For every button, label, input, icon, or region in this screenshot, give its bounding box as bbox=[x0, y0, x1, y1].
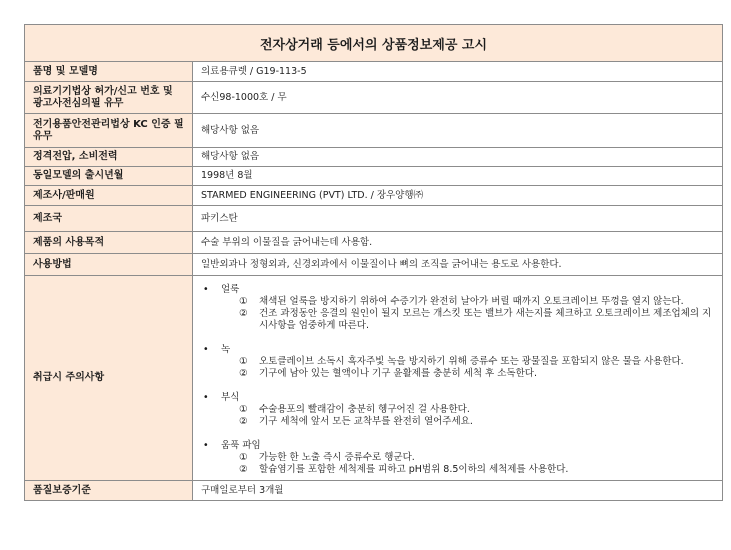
item-number: ① bbox=[239, 356, 248, 367]
row-label: 제조사/판매원 bbox=[25, 186, 193, 206]
row-value: 의료용큐렛 / G19-113-5 bbox=[193, 62, 723, 82]
row-value: 수신98-1000호 / 무 bbox=[193, 82, 723, 114]
notice-title: 전자상거래 등에서의 상품정보제공 고시 bbox=[25, 25, 723, 62]
care-section-title: 녹 bbox=[221, 344, 231, 355]
row-value: 해당사항 없음 bbox=[193, 148, 723, 167]
item-number: ① bbox=[239, 404, 248, 415]
row-value: 파키스탄 bbox=[193, 206, 723, 232]
row-label: 제품의 사용목적 bbox=[25, 232, 193, 254]
row-label: 전기용품안전관리법상 KC 인증 필 유무 bbox=[25, 114, 193, 148]
bullet-icon: • bbox=[203, 344, 209, 355]
list-item bbox=[221, 296, 714, 308]
bullet-icon: • bbox=[203, 392, 209, 403]
table-row bbox=[25, 82, 723, 114]
care-section-rust bbox=[201, 344, 714, 380]
care-row bbox=[25, 276, 723, 481]
item-text: 채색된 얼룩을 방지하기 위하여 수증기가 완전히 날아가 버릴 때까지 오토크레이브 뚜껑을 열지 않는다. bbox=[259, 296, 684, 307]
list-item bbox=[221, 416, 714, 428]
care-section-stains bbox=[201, 284, 714, 332]
care-section-corrosion bbox=[201, 392, 714, 428]
care-section-title: 얼룩 bbox=[221, 284, 240, 295]
item-text: 수술용포의 빨래감이 충분히 헹구어진 걸 사용한다. bbox=[259, 404, 470, 415]
row-label: 동일모델의 출시년월 bbox=[25, 167, 193, 186]
item-number: ① bbox=[239, 452, 248, 463]
care-section-pitting bbox=[201, 440, 714, 476]
bullet-icon: • bbox=[203, 284, 209, 295]
row-value: 수술 부위의 이물질을 긁어내는데 사용함. bbox=[193, 232, 723, 254]
row-label: 사용방법 bbox=[25, 254, 193, 276]
list-item bbox=[221, 452, 714, 464]
row-label: 의료기기법상 허가/신고 번호 및 광고사전심의필 유무 bbox=[25, 82, 193, 114]
table-row bbox=[25, 186, 723, 206]
table-row bbox=[25, 254, 723, 276]
row-label: 제조국 bbox=[25, 206, 193, 232]
table-row bbox=[25, 114, 723, 148]
item-text: 기구 세척에 앞서 모든 교착부를 완전히 열어주세요. bbox=[259, 416, 473, 427]
list-item bbox=[221, 308, 714, 332]
table-row bbox=[25, 167, 723, 186]
row-value: 1998년 8월 bbox=[193, 167, 723, 186]
product-info-notice bbox=[24, 24, 722, 501]
item-text: 할슘염기를 포함한 세척제를 피하고 pH범위 8.5이하의 세척제를 사용한다. bbox=[259, 464, 569, 475]
item-number: ② bbox=[239, 464, 248, 475]
table-row bbox=[25, 481, 723, 501]
table-row bbox=[25, 62, 723, 82]
table-row bbox=[25, 232, 723, 254]
item-text: 가능한 한 노출 즉시 증류수로 행군다. bbox=[259, 452, 415, 463]
item-number: ② bbox=[239, 308, 248, 319]
item-text: 오토클레이브 소독시 흑자주빛 녹을 방지하기 위해 증류수 또는 광물질을 포함되지 않은 물을 사용한다. bbox=[259, 356, 684, 367]
warranty-value: 구매일로부터 3개월 bbox=[193, 481, 723, 501]
list-item bbox=[221, 368, 714, 380]
row-label: 정격전압, 소비전력 bbox=[25, 148, 193, 167]
warranty-label: 품질보증기준 bbox=[25, 481, 193, 501]
item-number: ② bbox=[239, 416, 248, 427]
care-section-title: 부식 bbox=[221, 392, 240, 403]
table-row bbox=[25, 206, 723, 232]
item-number: ① bbox=[239, 296, 248, 307]
list-item bbox=[221, 464, 714, 476]
care-label: 취급시 주의사항 bbox=[25, 276, 193, 481]
list-item bbox=[221, 404, 714, 416]
item-number: ② bbox=[239, 368, 248, 379]
item-text: 건조 과정동안 응결의 원인이 될지 모르는 개스킷 또는 밸브가 새는지를 체크하고 오토크레이브 제조업체의 지시사항을 엄중하게 따른다. bbox=[259, 308, 712, 331]
care-section-title: 움푹 파임 bbox=[221, 440, 261, 451]
row-value: 일반외과나 정형외과, 신경외과에서 이물질이나 뼈의 조직을 긁어내는 용도로 사용한다. bbox=[193, 254, 723, 276]
table-row bbox=[25, 148, 723, 167]
care-content bbox=[193, 276, 723, 481]
title-row bbox=[25, 25, 723, 62]
item-text: 기구에 남아 있는 혈액이나 기구 윤활제를 충분히 세척 후 소독한다. bbox=[259, 368, 537, 379]
row-value: 해당사항 없음 bbox=[193, 114, 723, 148]
row-value: STARMED ENGINEERING (PVT) LTD. / 장우양행㈜ bbox=[193, 186, 723, 206]
product-info-table bbox=[24, 24, 723, 501]
list-item bbox=[221, 356, 714, 368]
row-label: 품명 및 모델명 bbox=[25, 62, 193, 82]
bullet-icon: • bbox=[203, 440, 209, 451]
